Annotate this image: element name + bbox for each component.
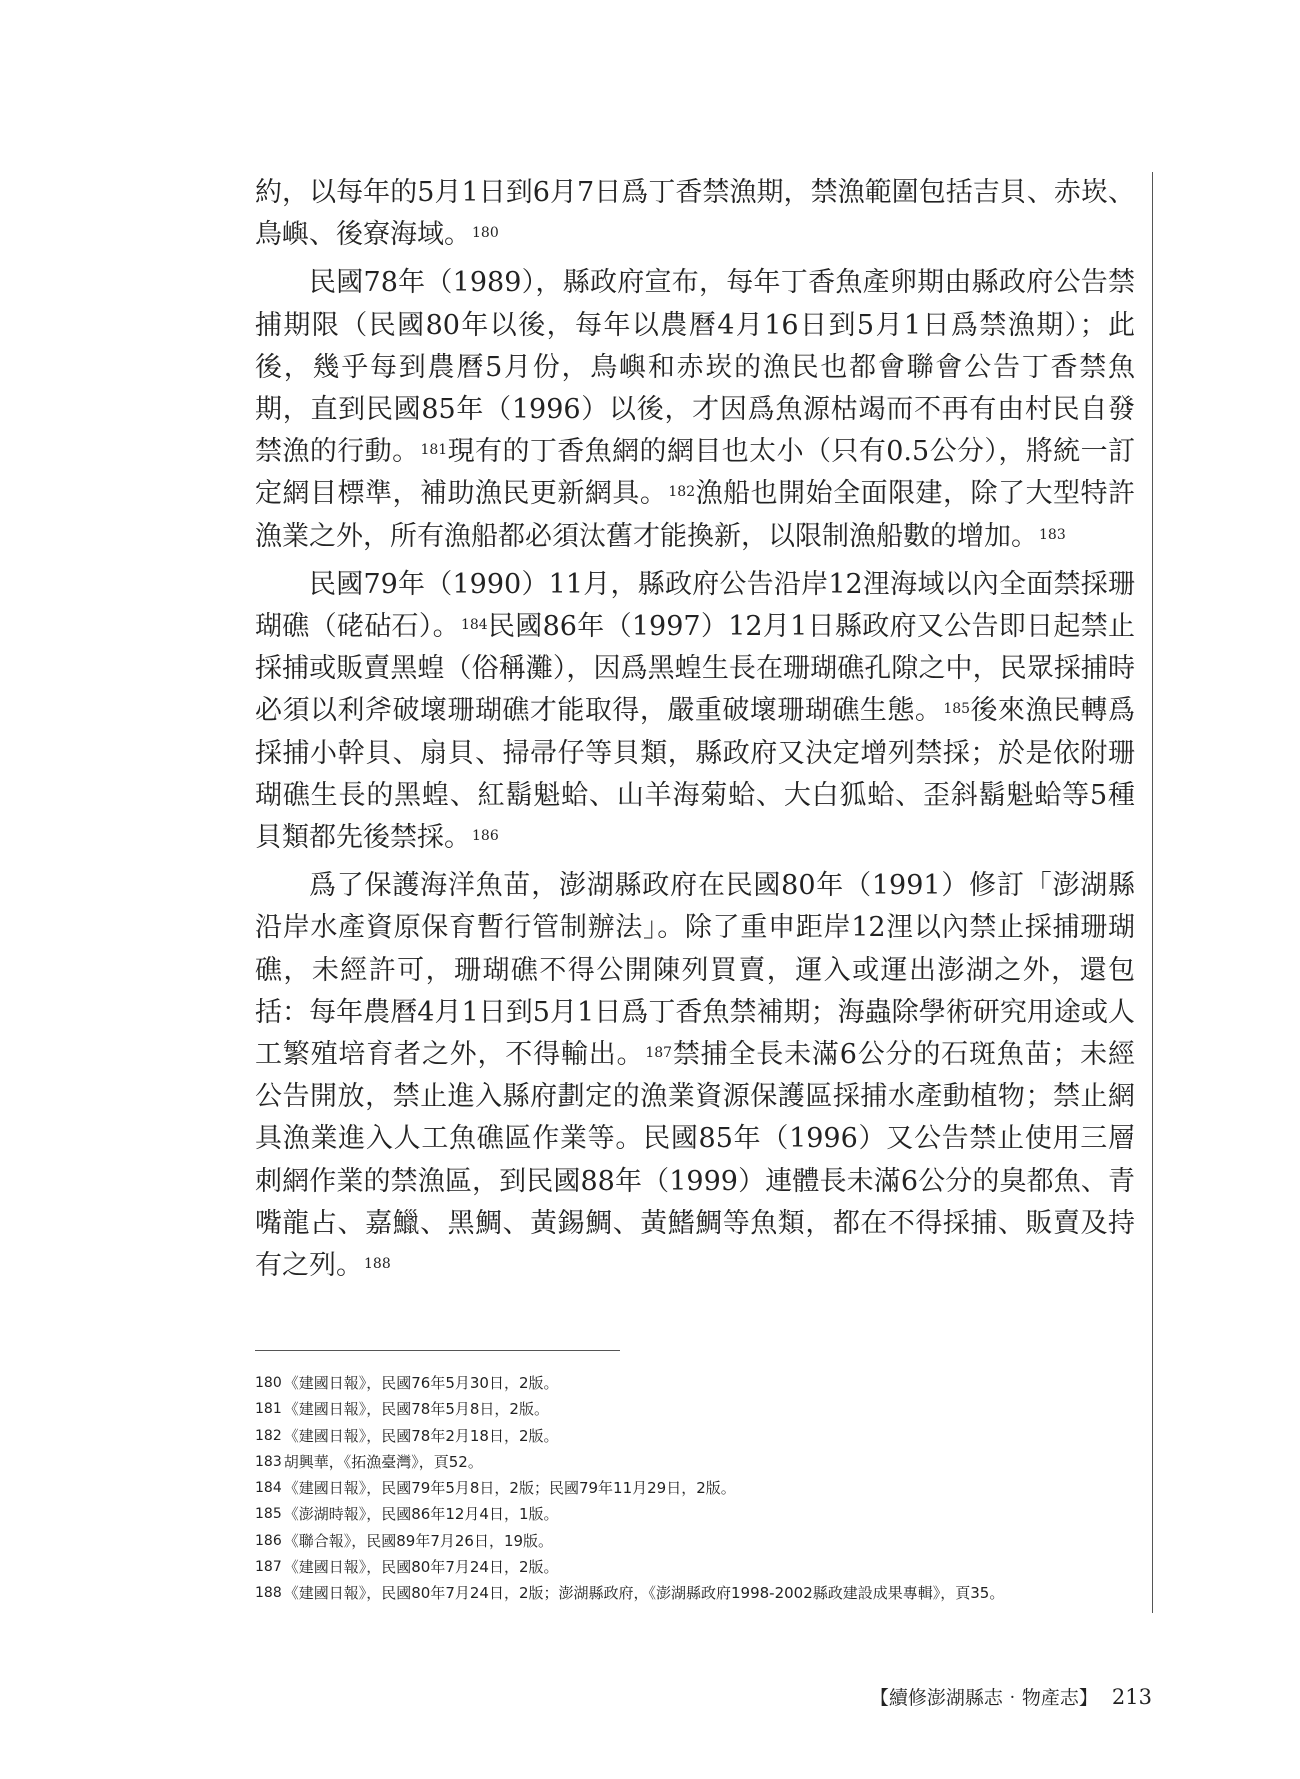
running-title: 【續修澎湖縣志‧物產志】 (869, 1687, 1098, 1709)
paragraph-text: 民國86年（1997）12月1日縣政府又公告即日起禁止採捕或販賣黑蝗（俗稱灘），因爲黑蝗生長在珊瑚礁孔隙之中，民眾採捕時必須以利斧破壞珊瑚礁才能取得，嚴重破壞珊瑚礁生態。 (255, 611, 1136, 727)
footnote-number: 188 (255, 1585, 282, 1602)
footnote-ref[interactable]: 184 (460, 617, 488, 634)
footnote-number: 181 (255, 1401, 282, 1418)
footnote-text: 《建國日報》，民國78年2月18日，2版。 (283, 1426, 559, 1445)
footnote-text: 《澎湖時報》，民國86年12月4日，1版。 (283, 1505, 559, 1524)
footnote-ref[interactable]: 186 (472, 828, 499, 845)
footnote-text: 《聯合報》，民國89年7月26日，19版。 (283, 1531, 554, 1550)
footnote-number: 185 (255, 1506, 282, 1523)
margin-rule (1152, 172, 1153, 1613)
footnote (255, 1528, 1135, 1554)
footnote (255, 1475, 1135, 1501)
paragraph-text: 後來漁民轉爲採捕小幹貝、扇貝、掃帚仔等貝類，縣政府又決定增列禁採；於是依附珊瑚礁生長的黑蝗、紅鬍魁蛤、山羊海菊蛤、大白狐蛤、歪斜鬍魁蛤等5種貝類都先後禁採。 (255, 695, 1136, 854)
footnote (255, 1396, 1135, 1422)
paragraph-text: 爲了保護海洋魚苗，澎湖縣政府在民國80年（1991）修訂「澎湖縣沿岸水產資原保育暫行管制辦法」。除了重申距岸12浬以內禁止採捕珊瑚礁，未經許可，珊瑚礁不得公開陳列買賣，運入或運出澎湖之外，還包括：每年農曆4月1日到5月1日爲丁香魚禁補期；海蟲除學術研究用途或人工繁殖培育者之外，不得輸出。 (255, 870, 1135, 1071)
paragraph-text: 約，以每年的5月1日到6月7日爲丁香禁漁期，禁漁範圍包括吉貝、赤崁、鳥嶼、後寮海域。 (255, 177, 1135, 251)
paragraph (255, 262, 1135, 557)
footnote-ref[interactable]: 185 (943, 701, 971, 718)
footnote (255, 1501, 1135, 1527)
paragraph-text: 禁捕全長未滿6公分的石斑魚苗；未經公告開放，禁止進入縣府劃定的漁業資源保護區採捕水產動植物；禁止網具漁業進入人工魚礁區作業等。民國85年（1996）又公告禁止使用三層刺網作業的禁漁區，到民國88年（1999）連體長未滿6公分的臭都魚、青嘴龍占、嘉鱲、黑鯛、黃錫鯛、黃鰭鯛等魚類，都在不得採捕、販賣及持有之列。 (255, 1039, 1135, 1282)
footnote-ref[interactable]: 187 (645, 1045, 673, 1062)
footnote (255, 1554, 1135, 1580)
footnote-ref[interactable]: 188 (364, 1256, 391, 1273)
footnote-text: 《建國日報》，民國79年5月8日，2版；民國79年11月29日，2版。 (283, 1479, 736, 1498)
footnote-ref[interactable]: 183 (1039, 526, 1066, 543)
paragraph (255, 172, 1135, 256)
footnote-separator (255, 1350, 620, 1351)
paragraph (255, 564, 1135, 859)
footnote-text: 《建國日報》，民國80年7月24日，2版；澎湖縣政府，《澎湖縣政府1998-2002縣政建設成果專輯》，頁35。 (283, 1584, 1005, 1603)
footnote-ref[interactable]: 180 (472, 225, 499, 242)
footnote-text: 胡興華，《拓漁臺灣》，頁52。 (283, 1452, 483, 1471)
footnote-number: 180 (255, 1375, 282, 1391)
footnote-ref[interactable]: 182 (668, 484, 696, 501)
footnote (255, 1580, 1135, 1606)
paragraph-text: 民國79年（1990）11月，縣政府公告沿岸12浬海域以內全面禁採珊瑚礁（硓砧石）。 (255, 568, 1135, 643)
footnote (255, 1449, 1135, 1475)
paragraph-text: 民國78年（1989），縣政府宣布，每年丁香魚產卵期由縣政府公告禁捕期限（民國80年以後，每年以農曆4月16日到5月1日爲禁漁期）；此後，幾乎每到農曆5月份，鳥嶼和赤崁的漁民也都會聯會公告丁香禁魚期，直到民國85年（1996）以後，才因爲魚源枯竭而不再有由村民自發禁漁的行動。 (255, 267, 1135, 468)
page-footer (870, 1683, 1152, 1710)
footnotes (255, 1370, 1135, 1607)
footnote-text: 《建國日報》，民國80年7月24日，2版。 (283, 1558, 559, 1577)
footnote-text: 《建國日報》，民國78年5月8日，2版。 (283, 1400, 549, 1419)
footnote-number: 182 (255, 1427, 282, 1444)
footnote (255, 1370, 1135, 1396)
footnote (255, 1423, 1135, 1449)
footnote-text: 《建國日報》，民國76年5月30日，2版。 (283, 1374, 559, 1392)
paragraph (255, 865, 1135, 1287)
page-number: 213 (1111, 1685, 1152, 1709)
footnote-ref[interactable]: 181 (420, 442, 448, 459)
footnote-number: 184 (255, 1480, 282, 1497)
paragraph-text: 現有的丁香魚網的網目也太小（只有0.5公分），將統一訂定網目標準，補助漁民更新網具。 (255, 436, 1135, 510)
paragraph-text: 漁船也開始全面限建，除了大型特許漁業之外，所有漁船都必須汰舊才能換新，以限制漁船數的增加。 (255, 478, 1136, 552)
footnote-number: 183 (255, 1453, 282, 1470)
footnote-number: 187 (255, 1559, 282, 1576)
body-text (255, 172, 1135, 1287)
footnote-number: 186 (255, 1532, 282, 1549)
